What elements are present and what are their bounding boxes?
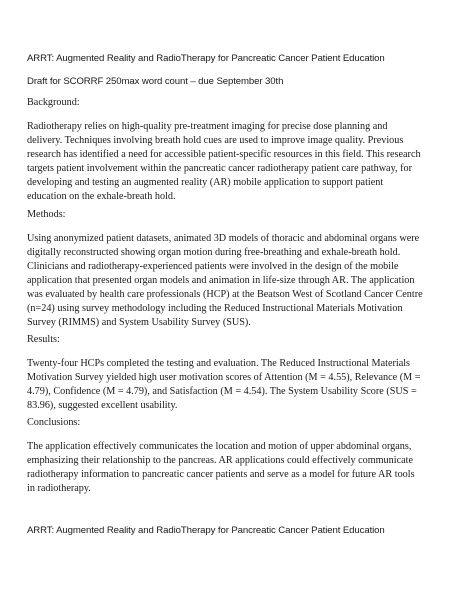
section-body-methods: [27, 232, 439, 330]
body-line: Radiotherapy relies on high-quality pre-treatment imaging for precise dose planning and: [27, 121, 388, 132]
body-line: The application effectively communicates the location and motion of upper abdominal organs,: [27, 441, 412, 452]
body-line: (n=24) using survey methodology including the Reduced Instructional Materials Motivation: [27, 303, 403, 314]
body-line: in radiotherapy.: [27, 483, 91, 494]
body-line: digitally reconstructed showing organ motion during free-breathing and exhale-breath hold.: [27, 247, 401, 258]
footer-title: ARRT: Augmented Reality and RadioTherapy for Pancreatic Cancer Patient Education: [27, 525, 385, 536]
section-heading-methods: Methods:: [27, 209, 66, 220]
body-line: Motivation Survey yielded high user motivation scores of Attention (M = 4.55), Relevance (M =: [27, 372, 421, 383]
section-body-results: [27, 357, 439, 413]
body-line: delivery. Techniques involving breath hold cues are used to improve image quality. Previous: [27, 135, 404, 146]
body-line: was evaluated by health care professionals (HCP) at the Beatson West of Scotland Cancer Centre: [27, 289, 423, 300]
draft-note: Draft for SCORRF 250max word count – due September 30th: [27, 76, 284, 87]
body-line: emphasizing their relationship to the pancreas. AR applications could effectively communicate: [27, 455, 413, 466]
body-line: education on the exhale-breath hold.: [27, 191, 176, 202]
body-line: developing and testing an augmented reality (AR) mobile application to support patient: [27, 177, 384, 188]
section-body-conclusions: [27, 440, 439, 496]
body-line: Clinicians and radiotherapy-experienced patients were involved in the design of the mobile: [27, 261, 399, 272]
body-line: Using anonymized patient datasets, animated 3D models of thoracic and abdominal organs were: [27, 233, 420, 244]
body-line: targets patient involvement within the pancreatic cancer radiotherapy patient care pathway, for: [27, 163, 412, 174]
document-title: ARRT: Augmented Reality and RadioTherapy for Pancreatic Cancer Patient Education: [27, 53, 385, 64]
section-heading-results: Results:: [27, 334, 60, 345]
section-body-background: [27, 120, 439, 204]
body-line: Twenty-four HCPs completed the testing and evaluation. The Reduced Instructional Materials: [27, 358, 411, 369]
section-heading-background: Background:: [27, 97, 80, 108]
body-line: application that presented organ models and animation in life-size through AR. The application: [27, 275, 415, 286]
body-line: 83.96), suggested excellent usability.: [27, 400, 178, 411]
section-heading-conclusions: Conclusions:: [27, 417, 81, 428]
body-line: Survey (RIMMS) and System Usability Survey (SUS).: [27, 317, 251, 328]
body-line: 4.79), Confidence (M = 4.79), and Satisfaction (M = 4.54). The System Usability Score (SUS =: [27, 386, 417, 397]
body-line: research has identified a need for accessible patient-specific resources in this field. This research: [27, 149, 421, 160]
body-line: radiotherapy information to pancreatic cancer patients and serve as a model for future AR tools: [27, 469, 415, 480]
